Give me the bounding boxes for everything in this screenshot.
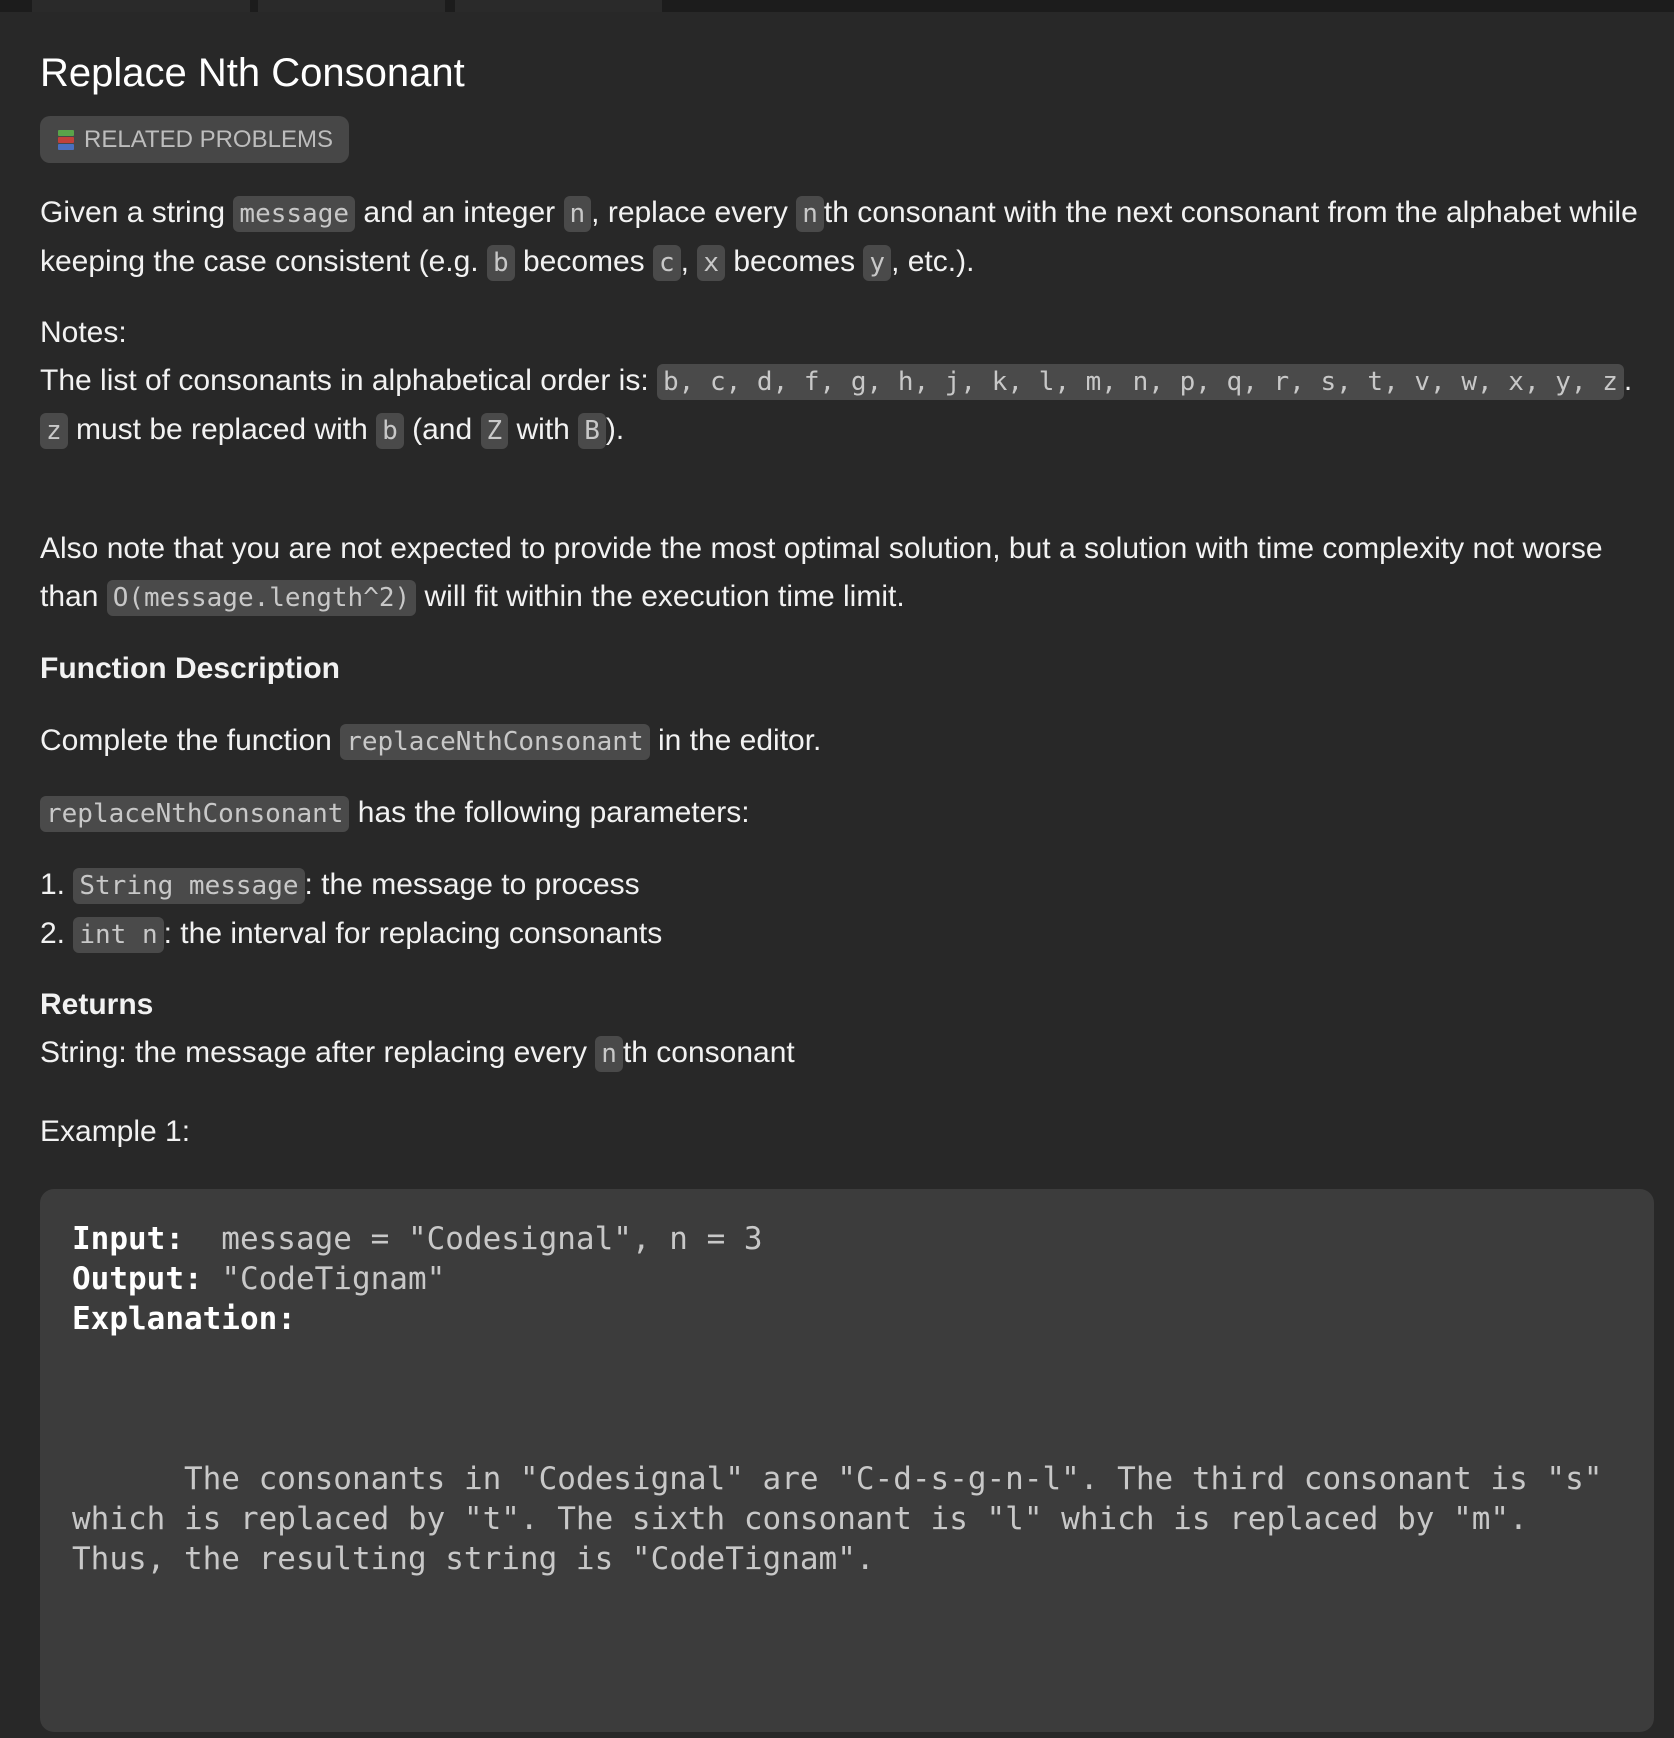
returns-text	[40, 1029, 1654, 1078]
text-span: (and	[403, 413, 481, 446]
text-span: : the message to process	[304, 868, 640, 901]
inline-code: int n	[73, 917, 163, 953]
inline-code: replaceNthConsonant	[40, 796, 349, 832]
text-span	[40, 1189, 1654, 1609]
text-span: th consonant with the next consonant from the alphabet while keeping the case consistent (e.g.	[40, 196, 1638, 278]
param-item	[40, 861, 1654, 910]
text-span	[58, 130, 74, 136]
text-span: becomes	[725, 245, 864, 278]
returns-section	[40, 981, 1654, 1078]
text-span: becomes	[514, 245, 654, 278]
parameters-list	[40, 861, 1654, 959]
inline-code: x	[697, 245, 725, 281]
text-span: The list of consonants in alphabetical order is:	[40, 364, 658, 397]
inline-code: y	[863, 245, 891, 281]
inline-code: z	[40, 413, 68, 449]
inline-code: b	[487, 245, 515, 281]
inline-code: O(message.length^2)	[107, 580, 416, 616]
related-problems-button[interactable]	[40, 116, 349, 163]
returns-heading: Returns	[40, 988, 154, 1021]
function-description-heading: Function Description	[40, 652, 340, 685]
text-span: : the interval for replacing consonants	[163, 917, 663, 950]
notes-heading: Notes:	[40, 316, 127, 349]
text-span	[58, 144, 74, 150]
text-span: ).	[605, 413, 625, 446]
function-description-text	[40, 717, 1654, 766]
inline-code: b, c, d, f, g, h, j, k, l, m, n, p, q, r, s, t, v, w, x, y, z	[657, 364, 1624, 400]
inline-code: message	[233, 196, 355, 232]
text-span: Given a string	[40, 196, 234, 229]
text-span: Output:	[72, 1261, 203, 1297]
text-span: must be replaced with	[67, 413, 377, 446]
text-span: th consonant	[622, 1036, 795, 1069]
param-item	[40, 910, 1654, 959]
text-span: has the following parameters:	[349, 796, 750, 829]
inline-code: n	[564, 196, 592, 232]
inline-code: b	[376, 413, 404, 449]
text-span	[58, 137, 74, 143]
text-span: 2.	[40, 917, 74, 950]
text-span: Input:	[72, 1221, 184, 1257]
text-span: Complete the function	[40, 724, 341, 757]
text-span: Explanation:	[72, 1301, 296, 1337]
text-span: will fit within the execution time limit.	[416, 580, 905, 613]
consonant-list	[40, 357, 1654, 406]
tab-bar	[0, 0, 1674, 12]
tab-1[interactable]	[32, 0, 250, 12]
notes-section	[40, 309, 1654, 455]
text-span: Also note that you are not expected to provide the most optimal solution, but a solution with time complexity not worse than	[40, 532, 1603, 613]
inline-code: n	[796, 196, 824, 232]
text-span: 1.	[40, 868, 74, 901]
example-code-block	[40, 1189, 1654, 1732]
text-span: .	[1623, 364, 1633, 397]
text-span: in the editor.	[649, 724, 822, 757]
problem-title: Replace Nth Consonant	[40, 51, 465, 95]
text-span: with	[508, 413, 579, 446]
inline-code: String message	[73, 868, 304, 904]
z-note	[40, 406, 1654, 455]
text-span: String: the message after replacing every	[40, 1036, 596, 1069]
inline-code: replaceNthConsonant	[340, 724, 649, 760]
inline-code: B	[578, 413, 606, 449]
parameters-intro	[40, 789, 1654, 838]
tab-3[interactable]	[455, 0, 662, 12]
inline-code: Z	[481, 413, 509, 449]
text-span: , etc.).	[891, 245, 975, 278]
text-span: and an integer	[355, 196, 564, 229]
related-problems-label: RELATED PROBLEMS	[84, 126, 333, 153]
tab-2[interactable]	[258, 0, 445, 12]
example-heading: Example 1:	[40, 1115, 191, 1148]
complexity-note	[40, 525, 1654, 622]
problem-intro	[40, 189, 1654, 287]
books-icon	[56, 128, 76, 152]
text-span: message = "Codesignal", n = 3	[183, 1221, 763, 1257]
inline-code: c	[653, 245, 681, 281]
text-span: "CodeTignam"	[202, 1261, 446, 1297]
explanation-text: The consonants in "Codesignal" are "C-d-s-g-n-l". The third consonant is "s" which is replaced by "t". The sixth consonant is "l" which is replaced by "m". Thus, the resulting string is "CodeTignam".	[72, 1461, 1622, 1577]
inline-code: n	[595, 1036, 623, 1072]
text-span: ,	[680, 245, 698, 278]
text-span: , replace every	[591, 196, 797, 229]
